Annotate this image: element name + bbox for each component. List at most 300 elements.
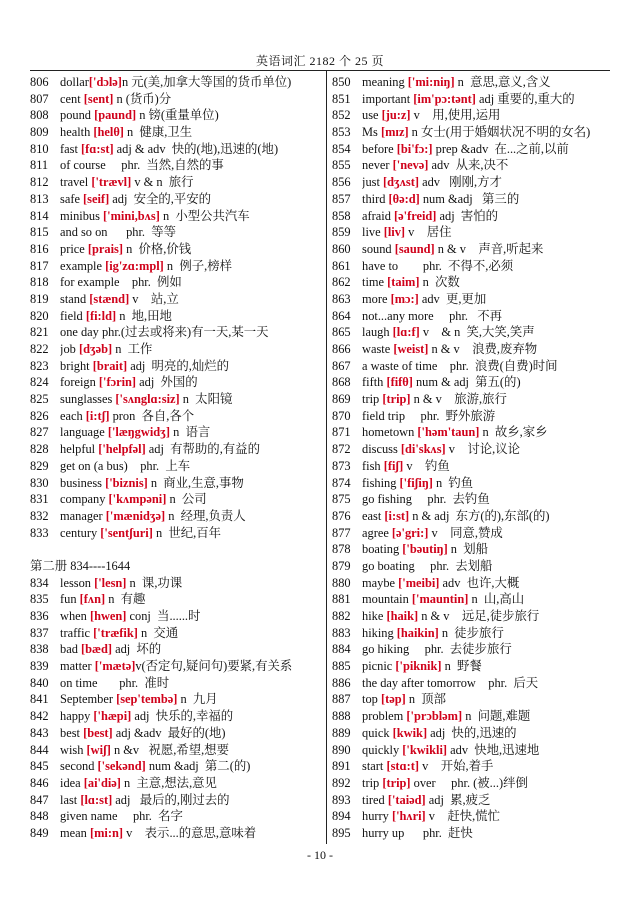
entry-text <box>60 758 322 775</box>
entry-definition: n 女士(用于婚姻状况不明的女名) <box>408 125 591 140</box>
entry-definition: v 站,立 <box>129 291 179 306</box>
vocab-row <box>30 758 322 775</box>
entry-number: 808 <box>30 108 49 123</box>
vocab-row <box>30 124 322 141</box>
entry-definition: phr. 不再 <box>433 308 503 323</box>
entry-number: 818 <box>30 275 49 290</box>
entry-text <box>362 742 624 759</box>
vocab-row <box>332 591 624 608</box>
vocab-row <box>332 291 624 308</box>
entry-number: 811 <box>30 158 49 173</box>
entry-text <box>60 274 322 291</box>
vocab-row <box>30 491 322 508</box>
entry-word: just <box>362 175 383 190</box>
entry-text <box>362 274 624 291</box>
entry-word: get on (a bus) <box>60 458 128 473</box>
entry-phonetic: ['piknik] <box>395 659 442 674</box>
entry-word: happy <box>60 709 94 724</box>
entry-definition: phr. 赶快 <box>404 825 473 840</box>
vocab-row <box>30 308 322 325</box>
entry-text <box>60 374 322 391</box>
entry-definition: adj 最后的,刚过去的 <box>112 792 230 807</box>
entry-text <box>60 808 322 825</box>
entry-text <box>362 758 624 775</box>
vocab-row <box>30 374 322 391</box>
entry-definition: n 工作 <box>112 342 153 356</box>
entry-text <box>362 308 624 325</box>
entry-word: have to <box>362 258 399 273</box>
entry-number: 884 <box>332 642 351 657</box>
entry-number: 817 <box>30 258 49 273</box>
entry-number: 887 <box>332 692 351 707</box>
entry-word: meaning <box>362 75 408 89</box>
entry-number: 824 <box>30 375 49 390</box>
entry-word: idea <box>60 775 84 790</box>
entry-text <box>60 291 322 308</box>
entry-definition: n 健康,卫生 <box>123 125 193 140</box>
entry-number: 885 <box>332 659 351 674</box>
entry-phonetic: [fi:ld] <box>85 308 117 323</box>
entry-word: field trip <box>362 408 406 423</box>
entry-word: when <box>60 609 90 623</box>
entry-word: each <box>60 408 86 423</box>
entry-text <box>60 458 322 475</box>
entry-definition: n 划船 <box>447 542 488 557</box>
vocab-row <box>30 358 322 375</box>
entry-phonetic: ['biznis] <box>105 475 148 490</box>
entry-definition: phr. 当然,自然的事 <box>105 158 224 173</box>
entry-phonetic: [ju:z] <box>381 108 411 123</box>
entry-phonetic: ['sentʃuri] <box>100 525 153 540</box>
vocab-row <box>30 742 322 759</box>
entry-word: business <box>60 475 106 490</box>
entry-text <box>60 725 322 742</box>
entry-phonetic: [best] <box>83 725 113 740</box>
entry-phonetic: [ə'gri:] <box>391 525 429 540</box>
entry-word: last <box>60 792 81 807</box>
vocab-row <box>332 458 624 475</box>
entry-text <box>60 391 322 408</box>
entry-phonetic: [liv] <box>383 225 406 240</box>
entry-phonetic: [im'pɔ:tənt] <box>413 91 476 106</box>
entry-definition: v 赶快,慌忙 <box>425 809 501 824</box>
entry-definition: v & n 旅行 <box>131 175 194 190</box>
vocab-row <box>332 508 624 525</box>
entry-text <box>60 825 322 842</box>
vocab-row <box>332 675 624 692</box>
entry-definition: n 商业,生意,事物 <box>147 475 244 490</box>
entry-text <box>362 625 624 642</box>
vocab-row <box>332 157 624 174</box>
entry-text <box>60 91 322 108</box>
entry-word: on time <box>60 675 98 690</box>
entry-definition: adj 重要的,重大的 <box>475 91 575 106</box>
entry-text <box>60 641 322 658</box>
vocab-row <box>332 808 624 825</box>
entry-phonetic: ['həm'taun] <box>417 425 480 440</box>
entry-word: fishing <box>362 475 400 490</box>
entry-definition: n (货币)分 <box>113 91 172 106</box>
entry-word: go fishing <box>362 492 412 507</box>
entry-phonetic: ['prɔbləm] <box>406 709 463 724</box>
entry-phonetic: [ig'zɑ:mpl] <box>105 258 164 273</box>
entry-word: second <box>60 759 98 774</box>
entry-word: before <box>362 141 397 156</box>
vocab-row <box>30 792 322 809</box>
entry-number: 886 <box>332 675 351 690</box>
vocab-row <box>332 308 624 325</box>
entry-word: sound <box>362 241 395 256</box>
entry-definition: v(否定句,疑问句)要紧,有关系 <box>135 659 293 674</box>
entry-number: 847 <box>30 792 49 807</box>
entry-number: 828 <box>30 442 49 457</box>
entry-text <box>60 658 322 675</box>
entry-number: 894 <box>332 809 351 824</box>
entry-word: go hiking <box>362 642 410 657</box>
entry-number: 856 <box>332 175 351 190</box>
vocab-row <box>30 241 322 258</box>
entry-number: 845 <box>30 759 49 774</box>
entry-text <box>60 174 322 191</box>
vocab-row <box>332 441 624 458</box>
vocab-row <box>30 808 322 825</box>
entry-definition: n 例子,榜样 <box>163 258 232 273</box>
entry-number: 853 <box>332 125 351 140</box>
entry-text <box>60 675 322 692</box>
entry-text <box>362 792 624 809</box>
entry-definition: num & adj 第五(的) <box>412 375 521 390</box>
entry-phonetic: [dʒʌst] <box>383 175 419 190</box>
vocab-row <box>30 157 322 174</box>
entry-word: agree <box>362 525 392 540</box>
entry-number: 825 <box>30 392 49 407</box>
entry-word: traffic <box>60 625 94 640</box>
entry-definition: v 讨论,议论 <box>445 442 521 457</box>
entry-word: for example <box>60 275 120 290</box>
entry-number: 852 <box>332 108 351 123</box>
vocab-row <box>30 274 322 291</box>
entry-phonetic: ['bəutiŋ] <box>402 542 448 557</box>
entry-text <box>60 191 322 208</box>
entry-number: 831 <box>30 492 49 507</box>
entry-number: 814 <box>30 208 49 223</box>
entry-word: lesson <box>60 575 95 590</box>
entry-number: 861 <box>332 258 351 273</box>
entry-definition: adj 外国的 <box>136 375 198 390</box>
entry-number: 836 <box>30 609 49 623</box>
entry-text <box>362 124 624 141</box>
entry-number: 882 <box>332 609 351 623</box>
vocab-row <box>332 408 624 425</box>
entry-number: 859 <box>332 225 351 240</box>
page-number: - 10 - <box>307 848 333 862</box>
vocab-row <box>332 758 624 775</box>
entry-number: 862 <box>332 275 351 290</box>
entry-number: 869 <box>332 392 351 407</box>
entry-text <box>60 441 322 458</box>
entry-text <box>362 558 624 575</box>
entry-word: tired <box>362 792 388 807</box>
entry-text <box>362 324 624 341</box>
entry-number: 871 <box>332 425 351 440</box>
vocab-list-right <box>332 74 624 842</box>
entry-text <box>362 408 624 425</box>
entry-number: 837 <box>30 625 49 640</box>
entry-word: laugh <box>362 325 393 340</box>
vocab-row <box>332 374 624 391</box>
entry-text <box>60 74 322 91</box>
entry-number: 863 <box>332 291 351 306</box>
entry-number: 829 <box>30 458 49 473</box>
vocab-row <box>332 74 624 91</box>
entry-word: price <box>60 241 88 256</box>
entry-phonetic: [weist] <box>393 342 429 356</box>
vocab-row <box>332 174 624 191</box>
entry-word: important <box>362 91 414 106</box>
entry-phonetic: ['mauntin] <box>411 592 469 607</box>
entry-phonetic: ['sʌnglɑ:siz] <box>115 392 180 407</box>
entry-phonetic: [taim] <box>387 275 420 290</box>
vocab-row <box>30 291 322 308</box>
vocab-row <box>332 124 624 141</box>
entry-number: 816 <box>30 241 49 256</box>
entry-text <box>362 658 624 675</box>
entry-word: east <box>362 508 385 523</box>
entry-word: go boating <box>362 558 415 573</box>
entry-word: helpful <box>60 442 99 457</box>
entry-definition: over phr. (被...)绊倒 <box>410 775 528 790</box>
entry-phonetic: [i:tʃ] <box>85 408 110 423</box>
entry-number: 893 <box>332 792 351 807</box>
entry-phonetic: [sep'tembə] <box>116 692 178 707</box>
entry-word: language <box>60 425 108 440</box>
entry-phonetic: ['hæpi] <box>93 709 132 724</box>
entry-number: 807 <box>30 91 49 106</box>
entry-text <box>60 775 322 792</box>
entry-definition: n 镑(重量单位) <box>136 108 219 123</box>
entry-text <box>362 458 624 475</box>
entry-definition: v 表示...的意思,意味着 <box>122 825 257 840</box>
entry-word: trip <box>362 775 383 790</box>
entry-text <box>362 725 624 742</box>
vocab-row <box>30 107 322 124</box>
entry-text <box>362 541 624 558</box>
vocab-row <box>332 324 624 341</box>
entry-phonetic: ['taiəd] <box>387 792 426 807</box>
entry-word: boating <box>362 542 403 557</box>
entry-text <box>362 691 624 708</box>
entry-definition: n 课,功课 <box>126 575 183 590</box>
entry-definition: n 经理,负责人 <box>165 508 246 523</box>
entry-word: of course <box>60 158 106 173</box>
entry-text <box>60 575 322 592</box>
entry-definition: n 有趣 <box>105 592 146 607</box>
entry-definition: prep &adv 在...之前,以前 <box>432 141 569 156</box>
entry-number: 838 <box>30 642 49 657</box>
vocab-row <box>30 141 322 158</box>
vocab-row <box>332 525 624 542</box>
page-header: 英语词汇 2182 个 25 页 <box>255 54 384 68</box>
vocab-row <box>332 208 624 225</box>
entry-phonetic: [fʌn] <box>79 592 106 607</box>
entry-definition: adv 也许,大概 <box>439 575 520 590</box>
entry-text <box>362 91 624 108</box>
entry-definition: phr. 等等 <box>107 225 176 240</box>
entry-text <box>60 107 322 124</box>
entry-definition: num &adj 第三的 <box>419 191 520 206</box>
entry-text <box>362 224 624 241</box>
entry-text <box>60 358 322 375</box>
entry-number: 848 <box>30 809 49 824</box>
entry-text <box>60 408 322 425</box>
entry-definition: n 交通 <box>137 625 179 640</box>
entry-text <box>60 258 322 275</box>
entry-number: 849 <box>30 825 49 840</box>
entry-text <box>60 625 322 642</box>
entry-phonetic: ['mænidʒə] <box>105 508 166 523</box>
vocab-row <box>332 625 624 642</box>
entry-phonetic: ['sekənd] <box>97 759 146 774</box>
entry-text <box>60 141 322 158</box>
entry-word: maybe <box>362 575 399 590</box>
entry-phonetic: [kwik] <box>392 725 428 740</box>
vocab-row <box>30 74 322 91</box>
entry-text <box>60 308 322 325</box>
entry-text <box>362 825 624 842</box>
vocab-row <box>30 691 322 708</box>
entry-phonetic: [stænd] <box>89 291 130 306</box>
entry-text <box>60 475 322 492</box>
entry-phonetic: ['kwikli] <box>402 742 448 757</box>
entry-text <box>362 775 624 792</box>
entry-definition: adj 安全的,平安的 <box>109 191 212 206</box>
entry-phonetic: [brait] <box>92 358 128 373</box>
entry-number: 846 <box>30 775 49 790</box>
entry-definition: n 钓鱼 <box>432 475 474 490</box>
vocab-row <box>332 608 624 625</box>
entry-word: fifth <box>362 375 387 390</box>
vocab-row <box>332 575 624 592</box>
entry-word: matter <box>60 659 95 674</box>
vocab-row <box>332 541 624 558</box>
entry-definition: adj &adv 最好的(地) <box>112 725 226 740</box>
entry-definition: adv 刚刚,方才 <box>418 175 502 190</box>
entry-definition: phr. 例如 <box>119 275 182 290</box>
entry-phonetic: [helθ] <box>93 125 124 140</box>
entry-definition: adv 快地,迅速地 <box>447 742 540 757</box>
entry-phonetic: ['nevə] <box>392 158 429 173</box>
entry-phonetic: [trip] <box>382 775 411 790</box>
entry-word: health <box>60 125 94 140</box>
entry-phonetic: [fifθ] <box>386 375 413 390</box>
entry-definition: n & adj 东方(的),东部(的) <box>409 508 550 523</box>
entry-phonetic: ['fiʃiŋ] <box>399 475 433 490</box>
entry-definition: n 元(美,加拿大等国的货币单位) <box>121 75 292 89</box>
entry-number: 866 <box>332 342 351 356</box>
entry-number: 880 <box>332 575 351 590</box>
entry-number: 820 <box>30 308 49 323</box>
entry-phonetic: [təp] <box>380 692 406 707</box>
vocab-row <box>30 191 322 208</box>
entry-definition: phr. 准时 <box>97 675 170 690</box>
entry-text <box>362 358 624 375</box>
entry-phonetic: ['fɔrin] <box>98 375 137 390</box>
entry-text <box>362 508 624 525</box>
entry-number: 868 <box>332 375 351 390</box>
entry-word: a waste of time <box>362 358 438 373</box>
entry-word: foreign <box>60 375 99 390</box>
entry-text <box>362 525 624 542</box>
entry-text <box>362 491 624 508</box>
entry-number: 832 <box>30 508 49 523</box>
entry-phonetic: [prais] <box>87 241 123 256</box>
entry-word: manager <box>60 508 106 523</box>
entry-word: start <box>362 759 387 774</box>
vocab-row <box>30 658 322 675</box>
entry-phonetic: ['mi:niŋ] <box>407 75 455 89</box>
entry-word: mean <box>60 825 90 840</box>
entry-number: 850 <box>332 75 351 89</box>
entry-word: sunglasses <box>60 392 116 407</box>
entry-word: the day after tomorrow <box>362 675 476 690</box>
entry-definition: phr. 去徒步旅行 <box>409 642 512 657</box>
entry-text <box>362 141 624 158</box>
vocab-row <box>332 358 624 375</box>
vocab-row <box>30 475 322 492</box>
entry-phonetic: [di'skʌs] <box>400 442 446 457</box>
vocab-row <box>332 792 624 809</box>
entry-number: 881 <box>332 592 351 607</box>
entry-phonetic: [saund] <box>394 241 435 256</box>
vocab-row <box>30 775 322 792</box>
entry-word: fast <box>60 141 81 156</box>
vocab-row <box>332 91 624 108</box>
entry-text <box>362 424 624 441</box>
entry-definition: n 山,高山 <box>468 592 525 607</box>
vocab-row <box>332 241 624 258</box>
entry-definition: adj 明亮的,灿烂的 <box>127 358 229 373</box>
entry-word: more <box>362 291 391 306</box>
entry-phonetic: [mɔ:] <box>390 291 419 306</box>
entry-word: never <box>362 158 393 173</box>
entry-word: trip <box>362 392 383 407</box>
entry-text <box>362 174 624 191</box>
vocab-row <box>30 324 322 341</box>
entry-number: 891 <box>332 759 351 774</box>
entry-phonetic: ['helpfəl] <box>98 442 146 457</box>
entry-number: 889 <box>332 725 351 740</box>
entry-definition: n &v 祝愿,希望,想要 <box>110 742 229 757</box>
entry-word: discuss <box>362 442 401 457</box>
entry-text <box>362 441 624 458</box>
entry-definition: adj 快乐的,幸福的 <box>131 709 234 724</box>
entry-definition: v & n 笑,大笑,笑声 <box>419 325 535 340</box>
entry-text <box>60 525 322 542</box>
vocab-row <box>332 491 624 508</box>
vocab-row <box>30 224 322 241</box>
entry-phonetic: [paund] <box>94 108 137 123</box>
entry-phonetic: ['hʌri] <box>391 809 426 824</box>
vocab-row <box>30 408 322 425</box>
entry-word: company <box>60 492 109 507</box>
entry-number: 823 <box>30 358 49 373</box>
entry-word: dollar <box>60 75 89 89</box>
entry-definition: phr. 浪费(自费)时间 <box>437 358 558 373</box>
entry-word: fun <box>60 592 80 607</box>
vocab-row <box>332 658 624 675</box>
entry-text <box>362 391 624 408</box>
entry-phonetic: [mɪz] <box>380 125 409 140</box>
